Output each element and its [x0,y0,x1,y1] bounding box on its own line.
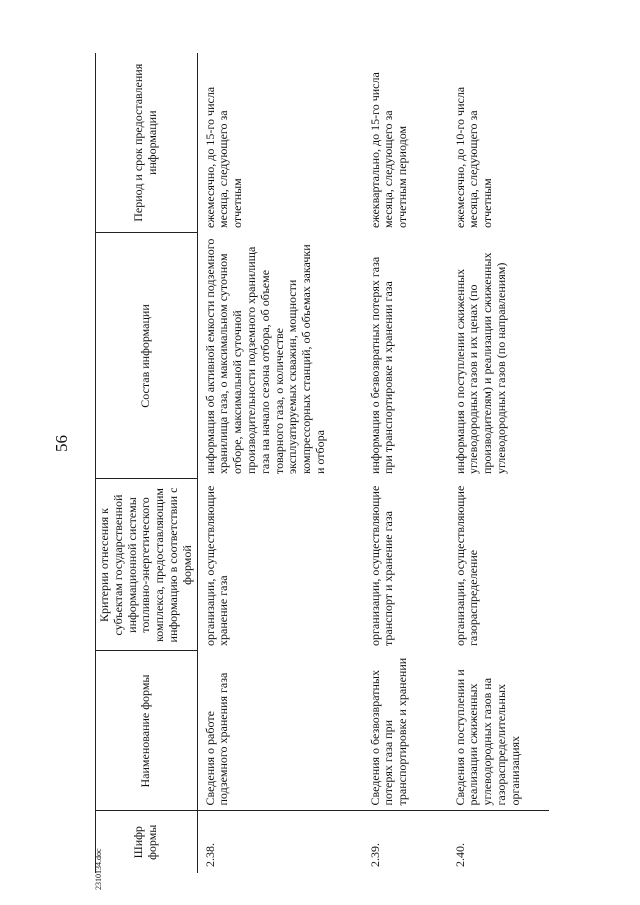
row-period: ежемесячно, до 10-го числа месяца, следующего за отчетным [452,86,495,228]
forms-table [95,53,549,873]
header-period: Период и срок предоставления информации [96,53,198,233]
row-code: 2.40. [450,811,549,873]
header-code: Шифр формы [96,811,198,873]
row-criteria: организации, осуществляющие хранение газа [202,485,231,646]
forms-table-container [95,53,522,873]
row-period: ежеквартально, до 15-го числа месяца, следующего за отчетным периодом [367,72,410,228]
page-number: 56 [52,435,71,452]
table-row [450,53,549,873]
row-code: 2.38. [197,811,357,873]
header-criteria: Критерии отнесения к субъектам государственной информационной системы топливно-энергетического комплекса, предоставляющим информацию в соответствии с формой [96,479,198,651]
row-content: информация об активной емкости подземного хранилища газа, о максимальном суточном отборе, максимальной суточной производительности подземного хранилища газа на начало сезона отбора, об объеме товарного газа, о количестве эксплуатируемых скважин, мощности компрессорных станций, об объемах закачки и отбора [202,238,327,474]
header-form-name: Наименование формы [96,651,198,811]
table-row [197,53,357,873]
row-form-name: Сведения о безвозвратных потерях газа при транспортировке и хранении [367,657,410,806]
row-code: 2.39. [357,811,450,873]
row-period: ежемесячно, до 15-го числа месяца, следующего за отчетным [202,86,245,228]
table-row [357,53,450,873]
header-content: Состав информации [96,233,198,479]
row-content: информация о поступлении сжиженных углеводородных газов и их ценах (по производителям) и реализации сжиженных углеводородных газов (по направлениям) [452,252,508,474]
row-content: информация о безвозвратных потерях газа при транспортировке и хранении газа [367,256,396,474]
row-criteria: организации, осуществляющие транспорт и хранение газа [367,485,396,646]
table-header-row [96,53,198,873]
row-criteria: организации, осуществляющие газораспределение [452,485,481,646]
document-id: 2310134.doc [94,848,103,890]
row-form-name: Сведения о работе подземного хранения газа [202,672,231,806]
row-form-name: Сведения о поступлении и реализации сжиженных углеводородных газов на газораспределительных организациях [452,669,522,806]
